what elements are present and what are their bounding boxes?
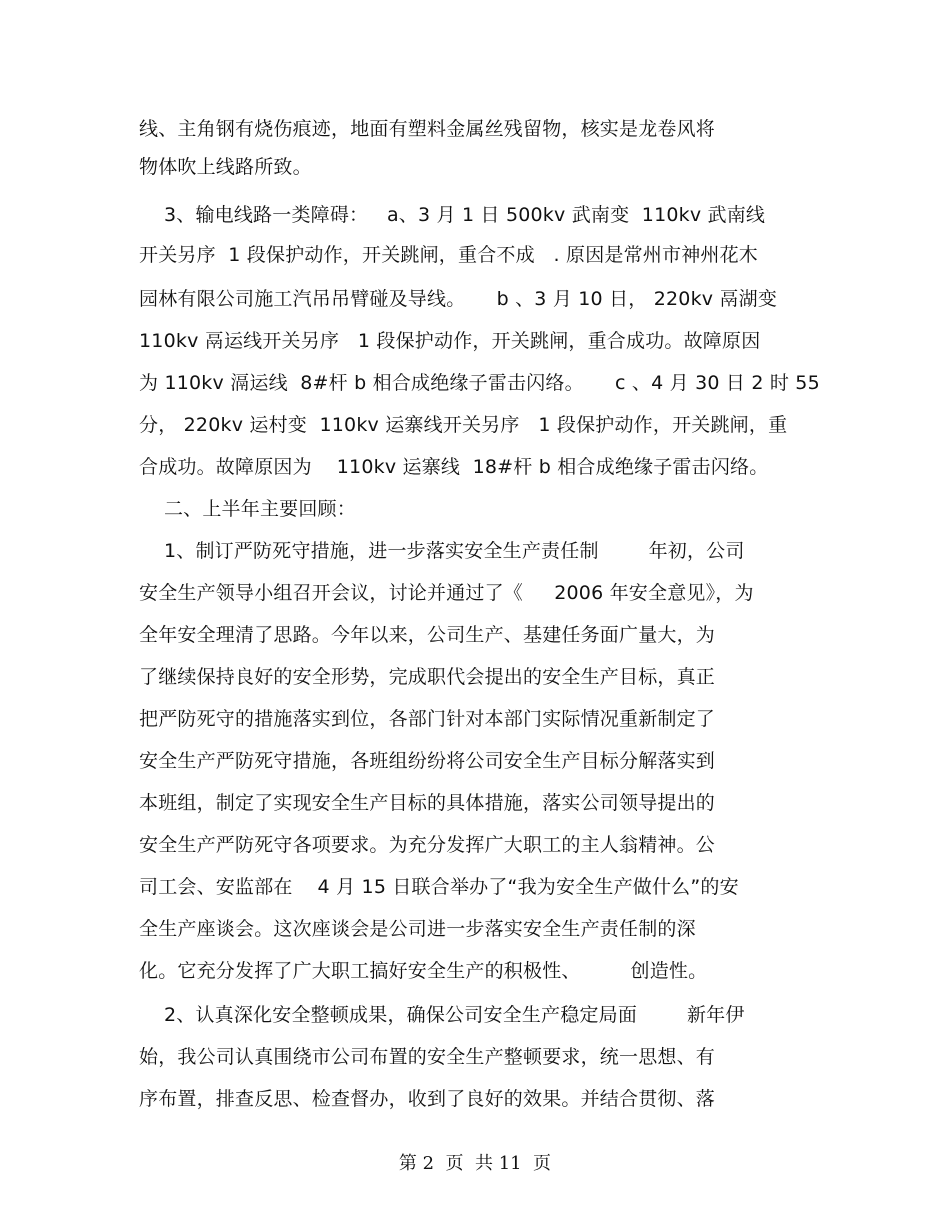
text-line: 为 110kv 滆运线 8#杆 b 相合成绝缘子雷击闪络。 c 、4 月 30 日 2 时 55	[139, 372, 820, 394]
text-line: 把严防死守的措施落实到位，各部门针对本部门实际情况重新制定了	[139, 708, 716, 730]
text-line: 序布置，排查反思、检查督办，收到了良好的效果。并结合贯彻、落	[139, 1088, 716, 1110]
text-line: 园林有限公司施工汽吊吊臂碰及导线。 b 、3 月 10 日， 220kv 鬲湖变	[139, 288, 778, 310]
page-number-footer: 第 2 页 共 11 页	[398, 1153, 552, 1174]
text-line: 线、主角钢有烧伤痕迹，地面有塑料金属丝残留物，核实是龙卷风将	[139, 118, 716, 140]
text-line: 2、认真深化安全整顿成果，确保公司安全生产稳定局面 新年伊	[139, 1004, 745, 1026]
text-line: 分， 220kv 运村变 110kv 运寨线开关另序 1 段保护动作，开关跳闸，重	[139, 414, 788, 436]
text-line: 全生产座谈会。这次座谈会是公司进一步落实安全生产责任制的深	[139, 918, 696, 940]
text-line: 始，我公司认真围绕市公司布置的安全生产整顿要求，统一思想、有	[139, 1046, 716, 1068]
text-line: 司工会、安监部在 4 月 15 日联合举办了“我为安全生产做什么”的安	[139, 876, 739, 898]
section-heading: 二、上半年主要回顾：	[139, 498, 356, 520]
text-line: 110kv 鬲运线开关另序 1 段保护动作，开关跳闸，重合成功。故障原因	[139, 330, 761, 352]
text-line: 开关另序 1 段保护动作，开关跳闸，重合不成 . 原因是常州市神州花木	[139, 244, 759, 266]
text-line: 1、制订严防死守措施，进一步落实安全生产责任制 年初，公司	[139, 540, 745, 562]
text-line: 安全生产严防死守措施，各班组纷纷将公司安全生产目标分解落实到	[139, 750, 716, 772]
text-line: 安全生产领导小组召开会议，讨论并通过了《 2006 年安全意见》，为	[139, 582, 754, 604]
text-line: 全年安全理清了思路。今年以来，公司生产、基建任务面广量大，为	[139, 624, 716, 646]
text-line: 合成功。故障原因为 110kv 运寨线 18#杆 b 相合成绝缘子雷击闪络。	[139, 456, 769, 478]
text-line: 物体吹上线路所致。	[139, 156, 312, 178]
text-line: 安全生产严防死守各项要求。为充分发挥广大职工的主人翁精神。公	[139, 834, 716, 856]
text-line: 本班组，制定了实现安全生产目标的具体措施，落实公司领导提出的	[139, 792, 716, 814]
text-line: 了继续保持良好的安全形势，完成职代会提出的安全生产目标，真正	[139, 666, 716, 688]
text-line: 3、输电线路一类障碍： a、3 月 1 日 500kv 武南变 110kv 武南线	[139, 204, 766, 226]
text-line: 化。它充分发挥了广大职工搞好安全生产的积极性、 创造性。	[139, 960, 708, 982]
